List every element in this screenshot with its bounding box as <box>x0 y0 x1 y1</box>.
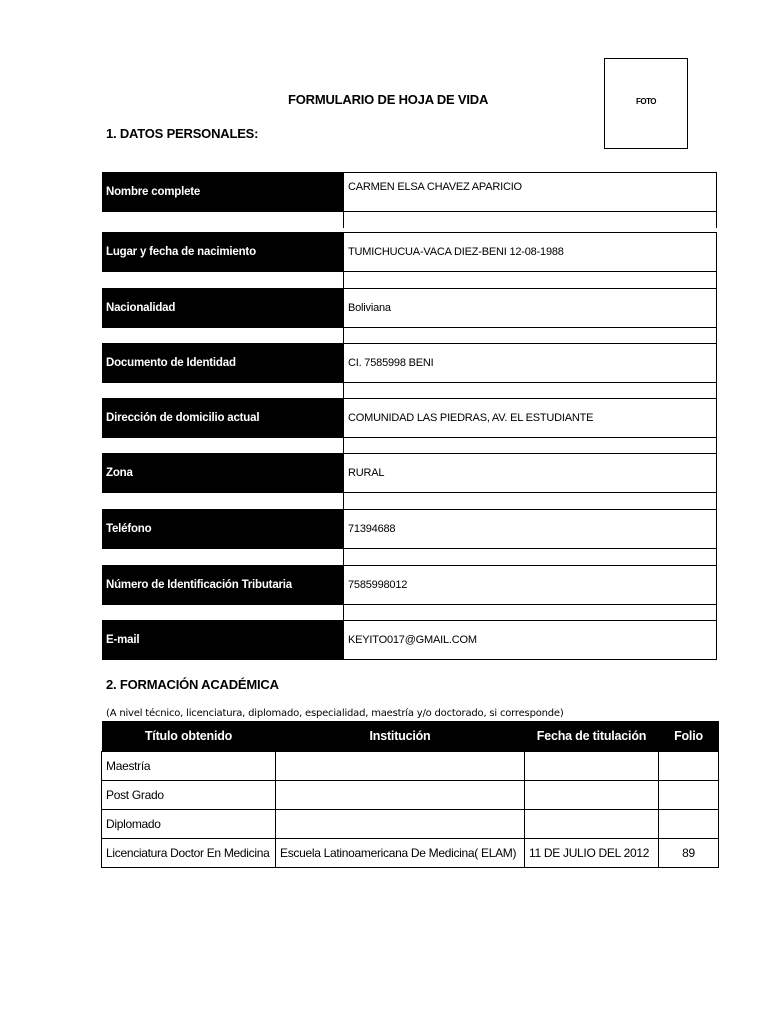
row-spacer <box>343 493 717 509</box>
row-spacer <box>343 328 717 344</box>
cell-institucion: Escuela Latinoamericana De Medicina( ELAM) <box>276 839 525 868</box>
cell-folio: 89 <box>659 839 719 868</box>
column-header: Institución <box>276 721 525 752</box>
column-header: Título obtenido <box>102 721 276 752</box>
table-row <box>102 810 719 839</box>
section-personal-heading: 1. DATOS PERSONALES: <box>106 126 259 141</box>
table-row <box>102 839 719 868</box>
cell-titulo: Licenciatura Doctor En Medicina <box>102 839 276 868</box>
cell-folio <box>659 752 719 781</box>
section-academic-heading: 2. FORMACIÓN ACADÉMICA <box>106 677 279 692</box>
photo-label: FOTO <box>635 97 657 106</box>
row-spacer <box>343 272 717 288</box>
academic-table <box>101 721 719 868</box>
row-spacer <box>343 438 717 454</box>
row-value: 7585998012 <box>343 565 717 605</box>
cell-institucion <box>276 752 525 781</box>
table-row <box>102 752 719 781</box>
row-value: CI. 7585998 BENI <box>343 343 717 383</box>
personal-row-id <box>102 343 717 383</box>
row-value: TUMICHUCUA-VACA DIEZ-BENI 12-08-1988 <box>343 232 717 272</box>
row-label: Nacionalidad <box>102 288 343 328</box>
table-row <box>102 781 719 810</box>
academic-note: (A nivel técnico, licenciatura, diplomado, especialidad, maestría y/o doctorado, si corresponde) <box>106 708 564 719</box>
row-value: CARMEN ELSA CHAVEZ APARICIO <box>343 172 717 212</box>
cell-folio <box>659 810 719 839</box>
row-label: Lugar y fecha de nacimiento <box>102 232 343 272</box>
row-label: Zona <box>102 453 343 493</box>
personal-row-zone <box>102 453 717 493</box>
personal-row-name <box>102 172 717 212</box>
cell-titulo: Maestría <box>102 752 276 781</box>
personal-row-address <box>102 398 717 438</box>
row-spacer <box>343 605 717 621</box>
personal-row-phone <box>102 509 717 549</box>
table-header-row <box>102 721 719 752</box>
column-header: Folio <box>659 721 719 752</box>
row-label: E-mail <box>102 620 343 660</box>
row-spacer <box>343 212 717 228</box>
row-label: Número de Identificación Tributaria <box>102 565 343 605</box>
row-label: Nombre complete <box>102 172 343 212</box>
column-header: Fecha de titulación <box>525 721 659 752</box>
photo-box <box>604 58 688 149</box>
cell-institucion <box>276 810 525 839</box>
personal-row-birth <box>102 232 717 272</box>
row-value: RURAL <box>343 453 717 493</box>
row-value: KEYITO017@GMAIL.COM <box>343 620 717 660</box>
personal-row-tax-id <box>102 565 717 605</box>
cell-folio <box>659 781 719 810</box>
row-label: Teléfono <box>102 509 343 549</box>
cell-fecha <box>525 752 659 781</box>
cell-titulo: Post Grado <box>102 781 276 810</box>
row-value: COMUNIDAD LAS PIEDRAS, AV. EL ESTUDIANTE <box>343 398 717 438</box>
cell-fecha: 11 DE JULIO DEL 2012 <box>525 839 659 868</box>
row-value: 71394688 <box>343 509 717 549</box>
row-value: Boliviana <box>343 288 717 328</box>
row-spacer <box>343 549 717 565</box>
row-label: Dirección de domicilio actual <box>102 398 343 438</box>
personal-row-email <box>102 620 717 660</box>
row-label: Documento de Identidad <box>102 343 343 383</box>
cell-fecha <box>525 810 659 839</box>
cell-titulo: Diplomado <box>102 810 276 839</box>
cell-institucion <box>276 781 525 810</box>
form-title: FORMULARIO DE HOJA DE VIDA <box>288 92 489 107</box>
cell-fecha <box>525 781 659 810</box>
personal-row-nationality <box>102 288 717 328</box>
row-spacer <box>343 383 717 399</box>
